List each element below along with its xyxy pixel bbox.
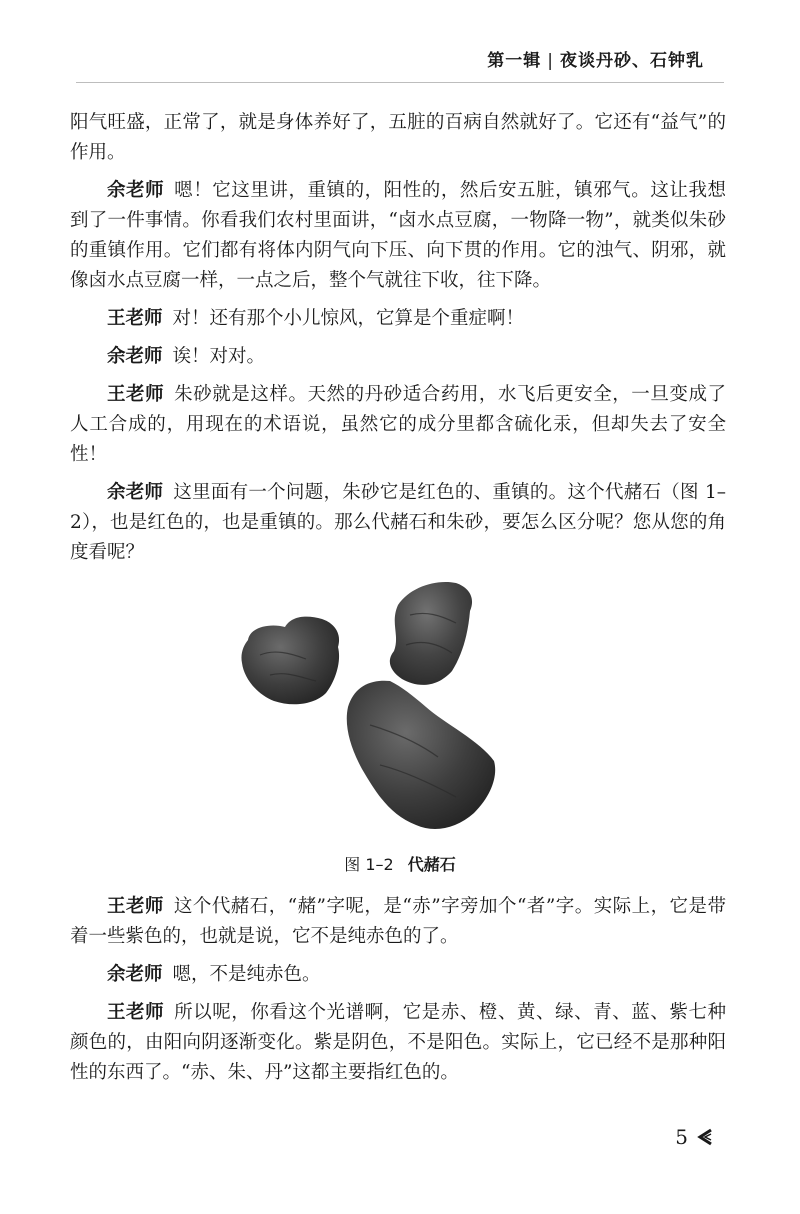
- speaker: 余老师: [107, 180, 165, 201]
- figure-title: 代赭石: [407, 855, 456, 874]
- speaker: 余老师: [107, 482, 164, 503]
- paragraph: 余老师 嗯！它这里讲，重镇的，阳性的，然后安五脏，镇邪气。这让我想到了一件事情。你看我们农村里面讲，“卤水点豆腐，一物降一物”，就类似朱砂的重镇作用。它们都有将体内阴气向下压、向下贯的作用。它的浊气、阴邪，就像卤水点豆腐一样，一点之后，整个气就往下收，往下降。: [70, 180, 726, 291]
- header-rule: [76, 82, 724, 83]
- paragraph: 余老师 这里面有一个问题，朱砂它是红色的、重镇的。这个代赭石（图 1–2），也是红色的，也是重镇的。那么代赭石和朱砂，要怎么区分呢？您从您的角度看呢？: [70, 482, 726, 563]
- header-separator: |: [547, 51, 554, 71]
- figure-number: 图 1–2: [344, 855, 394, 874]
- header-part: 第一辑: [487, 51, 542, 71]
- paragraph: 王老师 朱砂就是这样。天然的丹砂适合药用，水飞后更安全，一旦变成了人工合成的，用现在的术语说，虽然它的成分里都含硫化汞，但却失去了安全性！: [70, 384, 726, 465]
- paragraph: 余老师 诶！对对。: [107, 346, 266, 367]
- page-footer: [675, 1125, 714, 1149]
- figure-caption: [0, 852, 800, 875]
- speaker: 王老师: [107, 896, 164, 917]
- speaker: 余老师: [107, 346, 163, 367]
- hematite-stones-image: [230, 575, 530, 835]
- paragraph: 王老师 对！还有那个小儿惊风，它算是个重症啊！: [107, 308, 525, 329]
- body-text-top: [70, 108, 726, 576]
- paragraph: 余老师 嗯，不是纯赤色。: [107, 964, 321, 985]
- speaker: 王老师: [107, 384, 165, 405]
- running-header: [487, 46, 704, 71]
- page-number: 5: [675, 1125, 688, 1149]
- paragraph: 阳气旺盛，正常了，就是身体养好了，五脏的百病自然就好了。它还有“益气”的作用。: [70, 112, 726, 163]
- body-text-bottom: [70, 892, 726, 1096]
- speaker: 余老师: [107, 964, 163, 985]
- paragraph: 王老师 所以呢，你看这个光谱啊，它是赤、橙、黄、绿、青、蓝、紫七种颜色的，由阳向阴逐渐变化。紫是阴色，不是阳色。实际上，它已经不是那种阳性的东西了。“赤、朱、丹”这都主要指红色的。: [70, 1002, 726, 1083]
- speaker: 王老师: [107, 308, 163, 329]
- speaker: 王老师: [107, 1002, 165, 1023]
- paragraph: 王老师 这个代赭石，“赭”字呢，是“赤”字旁加个“者”字。实际上，它是带着一些紫色的，也就是说，它不是纯赤色的了。: [70, 896, 726, 947]
- page-arrow-icon: [696, 1128, 714, 1146]
- header-title: 夜谈丹砂、石钟乳: [560, 51, 704, 71]
- figure-hematite-stones: [230, 575, 530, 835]
